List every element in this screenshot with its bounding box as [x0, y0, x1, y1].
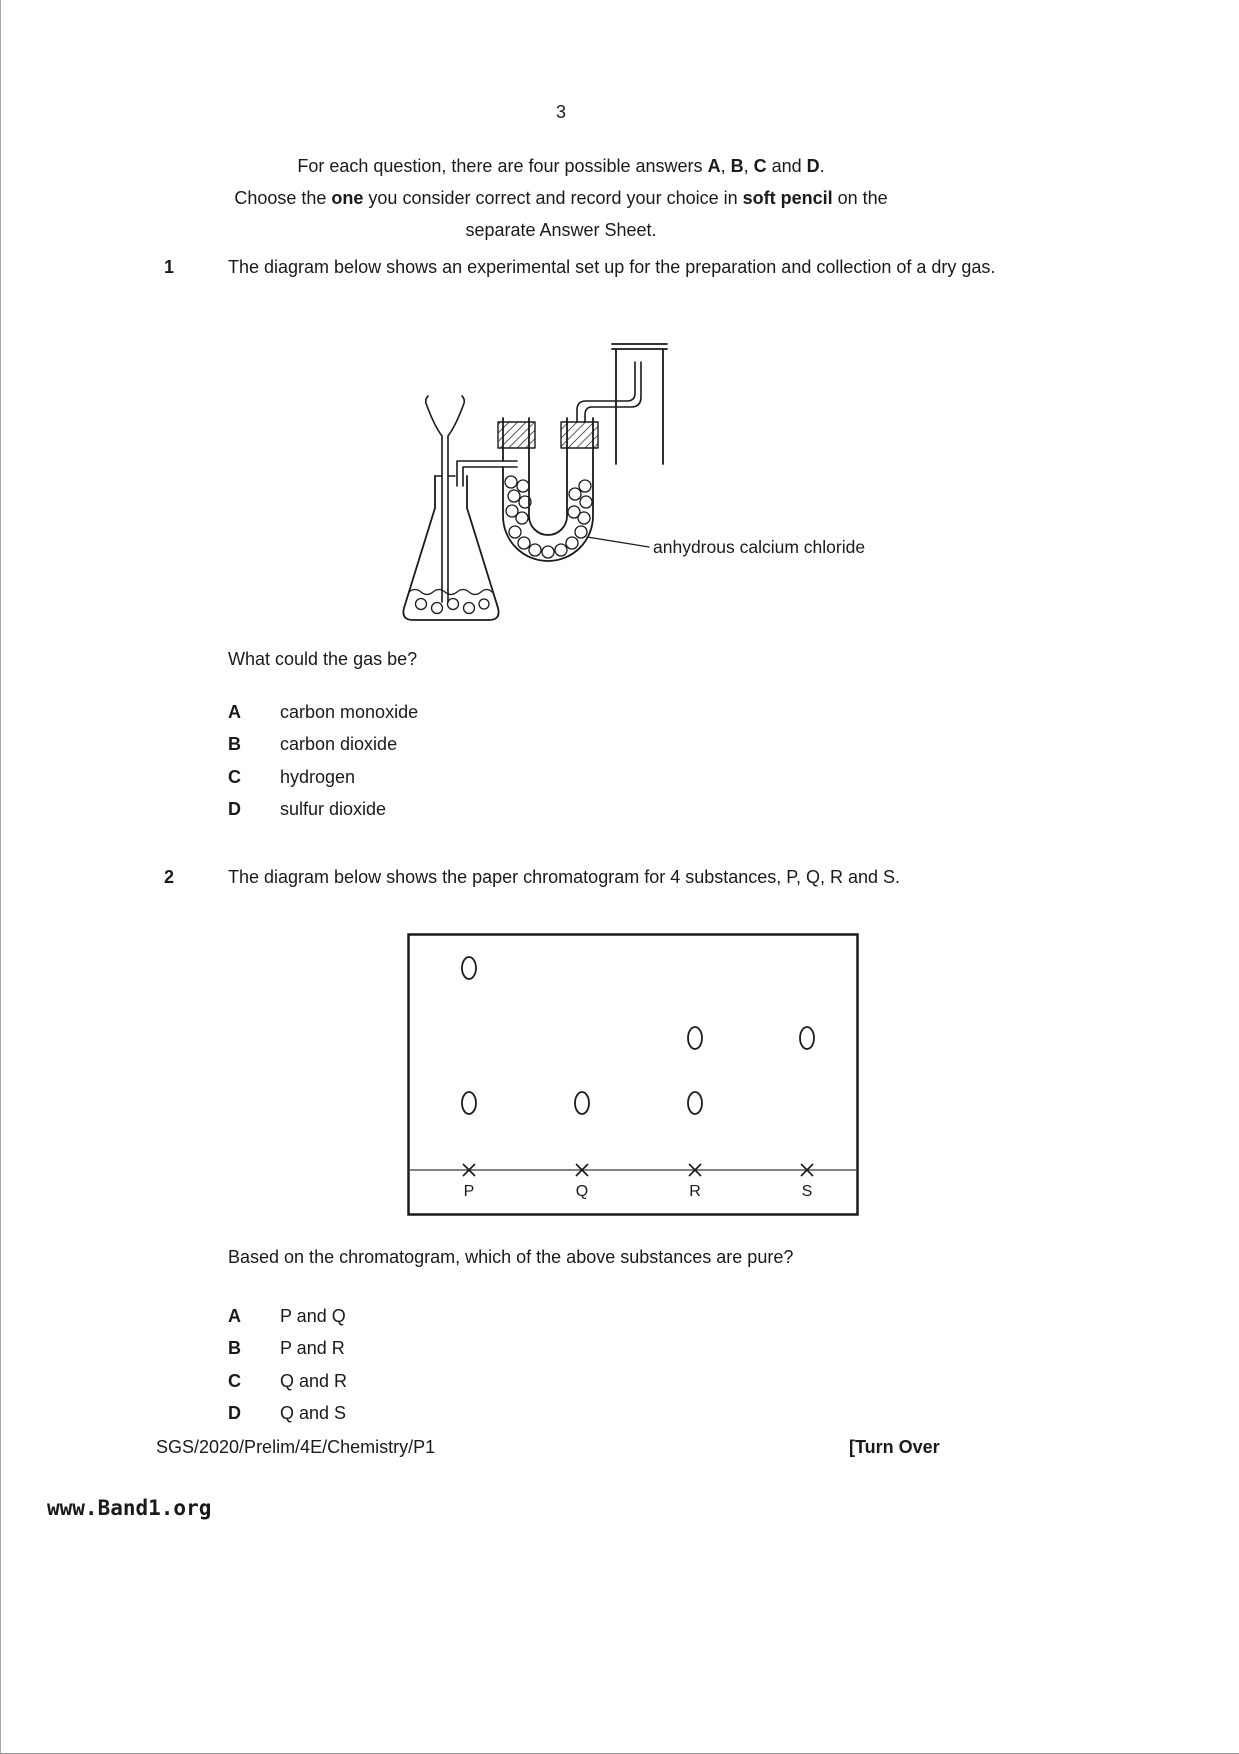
apparatus-diagram: [391, 336, 911, 636]
lane-label-p: P: [463, 1183, 475, 1200]
option-letter: B: [228, 1338, 241, 1359]
chromatogram-svg: [407, 933, 859, 1216]
chromatogram-spot: [462, 1092, 476, 1114]
watermark-url: www.Band1.org: [47, 1496, 212, 1520]
footer-paper-reference: SGS/2020/Prelim/4E/Chemistry/P1: [156, 1437, 436, 1457]
instructions-line-1: For each question, there are four possible answers A, B, C and D.: [297, 156, 825, 176]
chromatogram-spot: [462, 957, 476, 979]
thistle-funnel: [426, 396, 465, 602]
option-text: carbon dioxide: [280, 734, 398, 755]
option-letter: C: [228, 1370, 241, 1391]
page-number: 3: [555, 102, 566, 122]
instructions-line-2: Choose the one you consider correct and record your choice in soft pencil on the: [234, 188, 888, 208]
question1-prompt: What could the gas be?: [228, 649, 418, 669]
question-text: The diagram below shows an experimental set up for the preparation and collection of a dry gas.: [228, 257, 996, 277]
option-letter: D: [228, 799, 241, 820]
delivery-tube: [457, 461, 517, 486]
question-number: 1: [164, 257, 175, 277]
bold-text: A: [707, 156, 721, 176]
bold-text: B: [730, 156, 744, 176]
bold-text: one: [331, 188, 364, 208]
option-text: P and Q: [280, 1305, 346, 1326]
option-b: [228, 729, 418, 762]
bold-text: soft pencil: [742, 188, 833, 208]
diagram-label: anhydrous calcium chloride: [653, 537, 866, 557]
question2-options: [228, 1300, 347, 1430]
stopper-left: [498, 422, 535, 448]
question2-prompt: Based on the chromatogram, which of the above substances are pure?: [228, 1247, 794, 1267]
chromatogram-spot: [688, 1092, 702, 1114]
bold-text: D: [806, 156, 820, 176]
chromatogram-box: [409, 935, 858, 1215]
lane-label-r: R: [689, 1183, 701, 1200]
option-letter: A: [228, 701, 241, 722]
gas-collection-tube: [577, 362, 641, 422]
calcium-chloride-granules: [505, 476, 592, 558]
option-letter: D: [228, 1403, 241, 1424]
question-2: [164, 861, 1028, 893]
option-text: sulfur dioxide: [280, 799, 387, 820]
option-d: [228, 794, 418, 827]
option-letter: C: [228, 766, 241, 787]
chromatogram-spot: [575, 1092, 589, 1114]
chromatogram-spot: [688, 1027, 702, 1049]
apparatus-svg: [391, 336, 911, 636]
option-c: [228, 761, 418, 794]
option-text: Q and R: [280, 1370, 348, 1391]
option-d: [228, 1398, 347, 1431]
option-c: [228, 1365, 347, 1398]
stopper-right: [561, 422, 598, 448]
chromatogram-spot: [800, 1027, 814, 1049]
bold-text: C: [753, 156, 767, 176]
question-text: The diagram below shows the paper chromatogram for 4 substances, P, Q, R and S.: [228, 867, 901, 887]
liquid-surface: [409, 590, 492, 595]
option-text: Q and S: [280, 1403, 347, 1424]
question-number: 2: [164, 867, 175, 887]
u-tube-stoppers: [498, 422, 598, 448]
option-a: [228, 1300, 347, 1333]
instructions-line-3: separate Answer Sheet.: [465, 220, 657, 240]
option-b: [228, 1333, 347, 1366]
lane-labels: [464, 1183, 813, 1200]
option-letter: B: [228, 734, 241, 755]
chromatogram-diagram: [407, 933, 859, 1216]
lane-label-q: Q: [575, 1183, 589, 1200]
conical-flask: [403, 476, 498, 620]
option-text: carbon monoxide: [280, 701, 419, 722]
instructions: [1, 150, 1121, 246]
option-letter: A: [228, 1305, 241, 1326]
option-a: [228, 696, 418, 729]
chromatogram-spots: [462, 957, 814, 1114]
turn-over-label: [Turn Over: [849, 1437, 940, 1457]
label-leader-line: [587, 537, 649, 547]
option-text: P and R: [280, 1338, 345, 1359]
lane-label-s: S: [801, 1183, 813, 1200]
option-text: hydrogen: [280, 766, 356, 787]
question-1: [164, 251, 1028, 283]
reaction-solid-chunks: [416, 599, 490, 614]
question1-options: [228, 696, 418, 826]
